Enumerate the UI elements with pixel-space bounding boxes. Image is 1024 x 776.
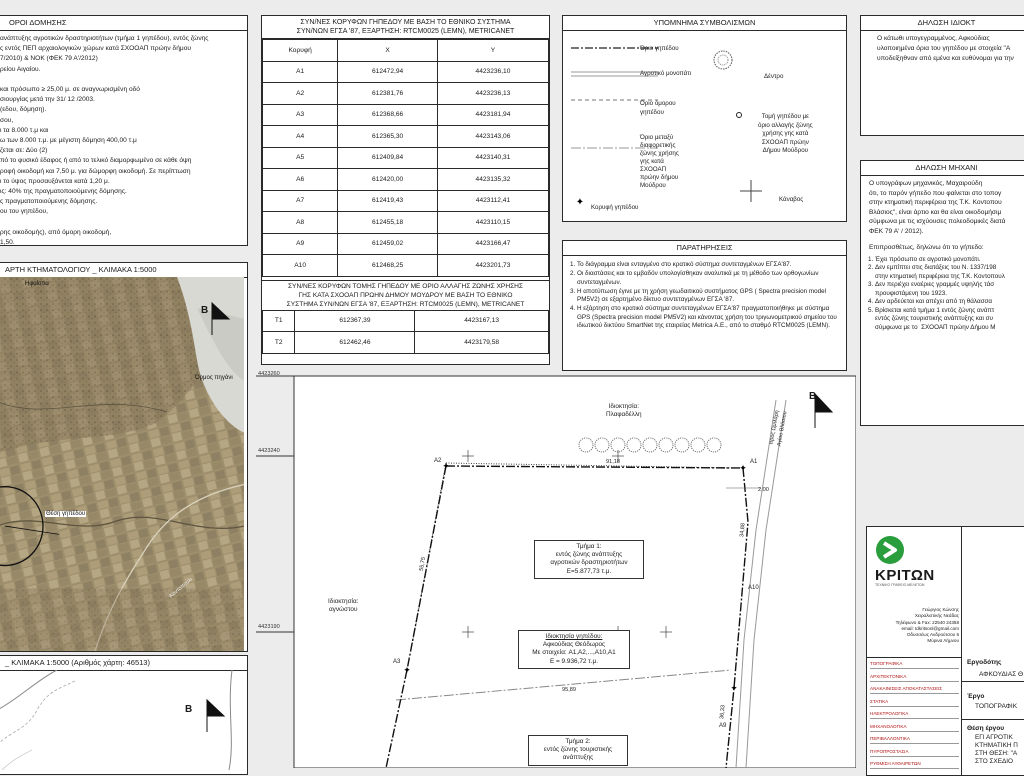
coords-table-title-1: ΣΥΝ/ΝΕΣ ΚΟΡΥΦΩΝ ΓΗΠΕΔΟΥ ΜΕ ΒΑΣΗ ΤΟ ΕΘΝΙΚΟ ΣΥΣΤΗΜΑ (300, 19, 511, 26)
legend-neighbour: Όριο όμορου γηπέδου (640, 100, 676, 116)
table-cell: A2 (263, 83, 338, 105)
building-terms-body (0, 31, 247, 246)
building-terms-line: ροφή οικοδομή και 7,50 μ. για δώμορφη οικοδομή. Σε περίπτωση (0, 167, 191, 175)
location-line: ΕΓΙ ΑΓΡΟΤΙΚ (975, 734, 1013, 741)
kriton-logo-icon (875, 535, 905, 565)
building-terms-line: ι τα 8.000 τ.μ και (0, 126, 49, 134)
table-row (263, 169, 549, 191)
zone-table-title-2: ΓΗΣ ΚΑΤΑ ΣΧΟΟΑΠ ΠΡΩΗΝ ΔΗΜΟΥ ΜΟΥΔΡΟΥ ΜΕ ΒΑΣΗ ΤΟ ΕΘΝΙΚΟ (298, 291, 513, 299)
building-terms-line: 1,50. (0, 239, 15, 246)
engineer-declaration-title: ΔΗΛΩΣΗ ΜΗΧΑΝΙ (861, 161, 1024, 176)
engineer-declaration-panel (860, 160, 1024, 426)
building-terms-line: 7/2010) & ΝΟΚ (ΦΕΚ 79 Α'/2012) (0, 55, 98, 63)
building-terms-line: ς πραγματοποιούμενης δόμησης. (0, 198, 98, 206)
owner-declaration-title: ΔΗΛΩΣΗ ΙΔΙΟΚΤ (861, 16, 1024, 31)
location-line: ΣΤΟ ΣΧΕΔΙΟ (975, 758, 1013, 765)
coords-table-title-2: ΣΥΝ/ΝΩΝ ΕΓΣΑ '87, ΕΞΑΡΤΗΣΗ: RTCM0025 (LEMN), METRICANET (296, 28, 515, 35)
building-terms-line: ω των 8.000 τ.μ. με μέγιστη δόμηση 400,00 τ.μ (0, 137, 137, 145)
project-value: ΤΟΠΟΓΡΑΦΙΚ (975, 703, 1018, 710)
legend-path: Αγροτικό μονοπάτι (640, 70, 692, 77)
engineer-declaration-item: 4. Δεν αρδεύεται και απέχει από τη θάλασσα (875, 298, 1024, 307)
table-row (263, 83, 549, 105)
cadastre-label-top: Ηφαίστια (25, 281, 49, 287)
building-terms-line: ρείου Αιγαίου. (0, 65, 41, 73)
building-terms-line: ις: 40% της πραγματοποιούμενης δόμησης. (0, 188, 127, 196)
table-cell: T2 (263, 332, 295, 354)
table-row (263, 147, 549, 169)
table-cell: 4423236,13 (437, 83, 548, 105)
building-terms-line (0, 218, 247, 228)
grid-y-2: 4423240 (258, 448, 280, 454)
engineer-declaration-list (861, 256, 1024, 333)
engineer-declaration-body (861, 176, 1024, 237)
discipline-item: ΑΡΧΙΤΕΚΤΟΝΙΚΑ (870, 674, 959, 682)
cadastre-map-title: ΑΡΤΗ ΚΤΗΜΑΤΟΛΟΓΙΟΥ _ ΚΛΙΜΑΚΑ 1:5000 (0, 263, 247, 278)
owner-box-title: Ιδιοκτησία γηπέδου: (545, 633, 603, 640)
owner-declaration-line: Ο κάτωθι υπογεγραμμένος, Αφκούδιας (877, 35, 990, 42)
project-label: Έργο (967, 693, 985, 700)
table-cell: 612472,94 (338, 61, 438, 83)
discipline-item: ΠΕΡΙΒΑΛΛΟΝΤΙΚΑ (870, 736, 959, 744)
dim-setback: 2,00 (758, 487, 769, 493)
table-cell: T1 (263, 310, 295, 332)
table-cell: A9 (263, 233, 338, 255)
table-cell: 612409,84 (338, 147, 438, 169)
notes-panel (562, 240, 847, 371)
topographic-plan (256, 370, 856, 768)
legend-grid: Κάναβος (779, 196, 804, 203)
table-row (263, 332, 549, 354)
tree-icon (714, 51, 732, 69)
table-cell: 4423166,47 (437, 233, 548, 255)
grid-y-1: 4423260 (258, 371, 280, 377)
building-terms-line: ζεται σε: Δύο (2) (0, 147, 48, 155)
cadastre-map-panel (0, 262, 248, 652)
building-terms-line (0, 75, 247, 85)
building-terms-line: και πρόσωπο ≥ 25,00 μ. σε αναγνωρισμένη οδό (0, 86, 140, 94)
table-cell: 4423143,06 (437, 126, 548, 148)
contact-line: Οδυσσέως Ανδρούτσου 5 (906, 632, 959, 638)
owner-declaration-body (861, 31, 1024, 65)
table-cell: 4423201,73 (437, 255, 548, 277)
second-map-panel (0, 655, 248, 775)
dim-right: 34,88 (739, 522, 747, 538)
zone-1-box: Τμήμα 1: εντός ζώνης ανάπτυξης αγροτικών δραστηριοτήτων E=5.877,73 τ.μ. (534, 540, 644, 579)
vertex-icon: ✦ (403, 665, 411, 675)
cadastre-label-road: Κοντοπούλι (168, 576, 194, 600)
second-north-arrow-icon (202, 696, 232, 736)
table-cell: 4423167,13 (415, 310, 549, 332)
contact-info (869, 607, 959, 645)
legend-panel (562, 15, 847, 222)
engineer-declaration-line: στην κτηματική περιφέρεια της Τ.Κ. Κοντοπου (869, 199, 1002, 207)
table-cell: 612420,00 (338, 169, 438, 191)
legend-zone-line: Όριο μεταξύ διαφορετικής ζώνης χρήσης γης κατά ΣΧΟΟΑΠ πρώην δήμου Μούδρου (640, 134, 679, 189)
legend-vertex: Κορυφή γηπέδου (591, 204, 639, 211)
table-cell: 4423140,31 (437, 147, 548, 169)
plan-north-label: B (809, 391, 817, 402)
owner-box-body: Αφκούδιας Θεόδωρος Με στοιχεία: A1,A2,...,A10,A1 E = 9.936,72 τ.μ. (532, 641, 616, 665)
table-row (263, 255, 549, 277)
dim-zone: 95,89 (562, 687, 576, 693)
intersection-symbol (737, 113, 742, 118)
notes-list (563, 261, 846, 330)
col-y: Y (437, 40, 548, 62)
owner-box (518, 630, 630, 669)
building-terms-panel (0, 15, 248, 246)
table-cell: 4423179,58 (415, 332, 549, 354)
building-terms-line: ι το ύψος προσαυξάνεται κατά 1,20 μ. (0, 177, 110, 185)
cadastre-label-plot: Θέση γηπέδου (46, 511, 86, 517)
table-cell: A6 (263, 169, 338, 191)
dim-lower-right: 36,33 (719, 704, 727, 720)
vertex-a9: A9 (719, 723, 727, 729)
grid-y-3: 4423190 (258, 624, 280, 630)
discipline-item: ΣΤΑΤΙΚΑ (870, 699, 959, 707)
building-terms-line: (εδου, δόμηση). (0, 106, 47, 114)
table-cell: A4 (263, 126, 338, 148)
table-cell: 612455,18 (338, 212, 438, 234)
table-row (263, 233, 549, 255)
vertex-symbol: ✦ (575, 197, 585, 208)
notes-title: ΠΑΡΑΤΗΡΗΣΕΙΣ (563, 241, 846, 256)
table-cell: A8 (263, 212, 338, 234)
brand-subtitle: ΤΕΧΝΙΚΟ ΓΡΑΦΕΙΟ ΜΕΛΕΤΩΝ (875, 583, 925, 587)
vertex-icon: ✦ (442, 461, 450, 471)
coords-table-panel (261, 15, 550, 365)
second-map-north-label: B (185, 704, 193, 715)
engineer-declaration-line: σύμφωνα με τις ισχύουσες πολεοδομικές διατά (869, 218, 1006, 226)
engineer-declaration-line: Βλάσιος", είναι άρτιο και θα είναι οικοδομήσιμ (869, 208, 1002, 216)
zone-table-title-1: ΣΥΝ/ΝΕΣ ΚΟΡΥΦΩΝ ΤΟΜΗΣ ΓΗΠΕΔΟΥ ΜΕ ΟΡΙΟ ΑΛΛΑΓΗΣ ΖΩΝΗΣ ΧΡΗΣΗΣ (287, 282, 524, 290)
building-terms-line: ς εντός ΠΕΠ αρχαιολογικών χώρων κατά ΣΧΟΟΑΠ πρώην δήμου (0, 45, 191, 53)
building-terms-title: ΟΡΟΙ ΔΟΜΗΣΗΣ (0, 16, 247, 31)
building-terms-line: πό το φυσικό έδαφος ή από το τελικό διαμορφωμένο σε κάθε όψη (0, 157, 192, 165)
owner-declaration-panel (860, 15, 1024, 136)
table-cell: 4423110,15 (437, 212, 548, 234)
engineer-declaration-item: 3. Δεν περιέχει εναέριες γραμμές υψηλής τάσ προυφιστάμενη του 1923. (875, 281, 1024, 298)
disciplines-list (867, 657, 962, 776)
table-cell: A1 (263, 61, 338, 83)
legend-plot-boundary: Όριο γηπέδου (640, 45, 679, 52)
contact-line: email: tdkritsonl@gmail.com (901, 625, 959, 631)
table-cell: A10 (263, 255, 338, 277)
engineer-declaration-line: ότι, το παρόν γήπεδο που φαίνεται στο τοπογ (869, 189, 1002, 197)
legend-tree: Δέντρο (764, 73, 784, 80)
north-arrow-icon (207, 299, 237, 339)
note-item: 4. Η εξάρτηση στο κρατικό σύστημα συντεταγμένων ΕΓΣΑ'87 πραγματοποιήθηκε με σύστημα GPS (Spectra precision model PM5V2) και κάνοντας χρήση του τριγωνομετρικού σημείου του ιδιωτικού δικτύου SmartNet της εταιρείας Metrica A.E., από το σταθμό RTCM0025 (LEMN). (577, 305, 842, 330)
vertex-a3: A3 (393, 659, 401, 665)
col-vertex: Κορυφή (263, 40, 338, 62)
table-cell: 612462,46 (295, 332, 415, 354)
table-cell: A3 (263, 104, 338, 126)
engineer-declaration-item: 2. Δεν εμπίπτει στις διατάξεις του Ν. 1337/198 στην κτηματική περιφέρεια της Τ.Κ. Κοντοπουλ (875, 264, 1024, 281)
table-cell: 612367,39 (295, 310, 415, 332)
brand-name: ΚΡΙΤΩΝ (875, 567, 935, 584)
engineer-declaration-line: Ο υπογράφων μηχανικός, Μαχαιρούδη (869, 180, 983, 187)
titleblock-panel (866, 526, 1024, 776)
client-label: Εργοδότης (967, 659, 1002, 666)
engineer-declaration-intro: Επιπροσθέτως, δηλώνω ότι το γήπεδο: (869, 243, 984, 251)
owner-left-label: Ιδιοκτησία: αγνώστου (328, 598, 359, 614)
engineer-declaration-item: 1. Έχει πρόσωπο σε αγροτικό μονοπάτι. (875, 256, 1024, 265)
contact-line: Χειραλιστικής Νεάδας (914, 613, 959, 619)
discipline-item: ΡΥΘΜΙΣΗ ΑΥΘΑΙΡΕΤΩΝ (870, 761, 959, 769)
contact-line: Μύρινα Λήμνου (927, 638, 959, 644)
location-line: ΚΤΗΜΑΤΙΚΗ Π (975, 742, 1018, 749)
vertex-icon: ✦ (730, 683, 738, 693)
owner-declaration-line: υποδείξηθναν από εμένα και ευθύνομαι για την (877, 55, 1014, 63)
dim-top: 91,18 (606, 459, 620, 465)
table-cell: 612368,66 (338, 104, 438, 126)
table-cell: 612459,02 (338, 233, 438, 255)
zone-table (262, 310, 549, 354)
dim-left: 55,75 (418, 556, 428, 572)
location-value (975, 734, 1018, 766)
contact-line: Τηλέφωνο & Fax: 22540 24358 (895, 619, 959, 625)
note-item: 2. Οι διαστάσεις και το εμβαδόν υπολογίσθηκαν αναλυτικά με τη μέθοδο των ορθογωνίων συντεταγμένων. (577, 270, 842, 287)
col-x: X (338, 40, 438, 62)
coords-table (262, 39, 549, 277)
note-item: 1. Το διάγραμμα είναι ενταγμένο στο κρατικό σύστημα συντεταγμένων ΕΓΣΑ'87. (577, 261, 842, 269)
vertex-a2: A2 (434, 458, 442, 464)
table-cell: 4423135,32 (437, 169, 548, 191)
owner-declaration-line: υλοποιημένα όρια του γηπέδου με στοιχεία "Α (877, 45, 1011, 53)
table-cell: 612468,25 (338, 255, 438, 277)
table-cell: A5 (263, 147, 338, 169)
table-cell: 4423236,10 (437, 61, 548, 83)
discipline-item: ΗΛΕΚΤΡΟΛΟΓΙΚΑ (870, 711, 959, 719)
zone-2-box: Τμήμα 2: εντός ζώνης τουριστικής ανάπτυξης (528, 735, 628, 766)
table-cell: 4423112,41 (437, 190, 548, 212)
vertex-icon: ✦ (739, 463, 747, 473)
building-terms-line: σου, (0, 116, 14, 124)
table-cell: A7 (263, 190, 338, 212)
location-line: ΣΤΗ ΘΕΣΗ: "Α (975, 750, 1018, 757)
table-cell: 612365,30 (338, 126, 438, 148)
contact-line: Γεώργιος Κώνσης (922, 607, 959, 612)
cadastre-north-label: B (201, 305, 209, 316)
client-value: ΑΦΚΟΥΔΙΑΣ Θ (979, 671, 1024, 678)
table-cell: 612419,43 (338, 190, 438, 212)
vertex-a10: A10 (748, 585, 759, 591)
building-terms-line: ου του γηπέδου, (0, 208, 48, 216)
cadastre-label-bay: Όρμος πηγάνι (195, 375, 233, 381)
table-cell: 612381,76 (338, 83, 438, 105)
note-item: 3. Η αποτύπωση έγινε με τη χρήση γεωδαιτικού συστήματος GPS ( Spectra precision model PM5V2) σε εξαρτημένο δίκτυο συντεταγμένων ΕΓΣΑ '87. (577, 288, 842, 305)
table-row (263, 126, 549, 148)
legend-title: ΥΠΟΜΝΗΜΑ ΣΥΜΒΟΛΙΣΜΩΝ (563, 16, 846, 31)
location-label: Θέση έργου (967, 725, 1005, 732)
vertex-a1: A1 (750, 459, 758, 465)
owner-top-label: Ιδιοκτησία: Πλαφαδέλλη (606, 403, 642, 419)
discipline-item: ΑΝΑΚΑΙΝΙΣΕΙΣ ΑΠΟΚΑΤΑΣΤΑΣΕΙΣ (870, 686, 959, 694)
engineer-declaration-item: 5. Βρίσκεται κατά τμήμα 1 εντός ζώνης ανάπτ εντός ζώνης τουριστικής ανάπτυξης και συ σύμφωνα με το ΣΧΟΟΑΠ πρώην Δήμου Μ (875, 307, 1024, 333)
building-terms-line: ανάπτυξης αγροτικών δραστηριοτήτων (τμήμα 1 γηπέδου), εντός ζώνης (0, 35, 209, 42)
building-terms-line: ρης οικοδομής), από όμορη οικοδομή, (0, 228, 112, 236)
table-row (263, 212, 549, 234)
table-row (263, 104, 549, 126)
table-cell: 4423181,94 (437, 104, 548, 126)
road-label: προς Ωμιλάρη Αγίου Βλάσιου (768, 409, 789, 447)
table-row (263, 190, 549, 212)
building-terms-line: σιουργίας μετά την 31/ 12 /2003. (0, 96, 95, 104)
second-map-title: _ ΚΛΙΜΑΚΑ 1:5000 (Αριθμός χάρτη: 46513) (0, 656, 247, 671)
legend-intersection: Τομή γηπέδου με όριο αλλαγής ζώνης χρήσης γης κατά ΣΧΟΟΑΠ πρώην Δήμου Μούδρου (758, 113, 813, 154)
discipline-item: ΜΗΧΑΝΟΛΟΓΙΚΑ (870, 724, 959, 732)
zone-table-title-3: ΣΥΣΤΗΜΑ ΣΥΝ/ΝΩΝ ΕΓΣΑ '87, ΕΞΑΡΤΗΣΗ: RTCM0025 (LEMN), METRICANET (286, 300, 525, 308)
discipline-item: ΤΟΠΟΓΡΑΦΙΚΑ (870, 661, 959, 669)
table-row (263, 61, 549, 83)
table-row (263, 310, 549, 332)
discipline-item: ΠΥΡΟΠΡΟΣΤΑΣΙΑ (870, 749, 959, 757)
engineer-declaration-line: ΦΕΚ 79 Α' / 2012). (869, 227, 924, 235)
